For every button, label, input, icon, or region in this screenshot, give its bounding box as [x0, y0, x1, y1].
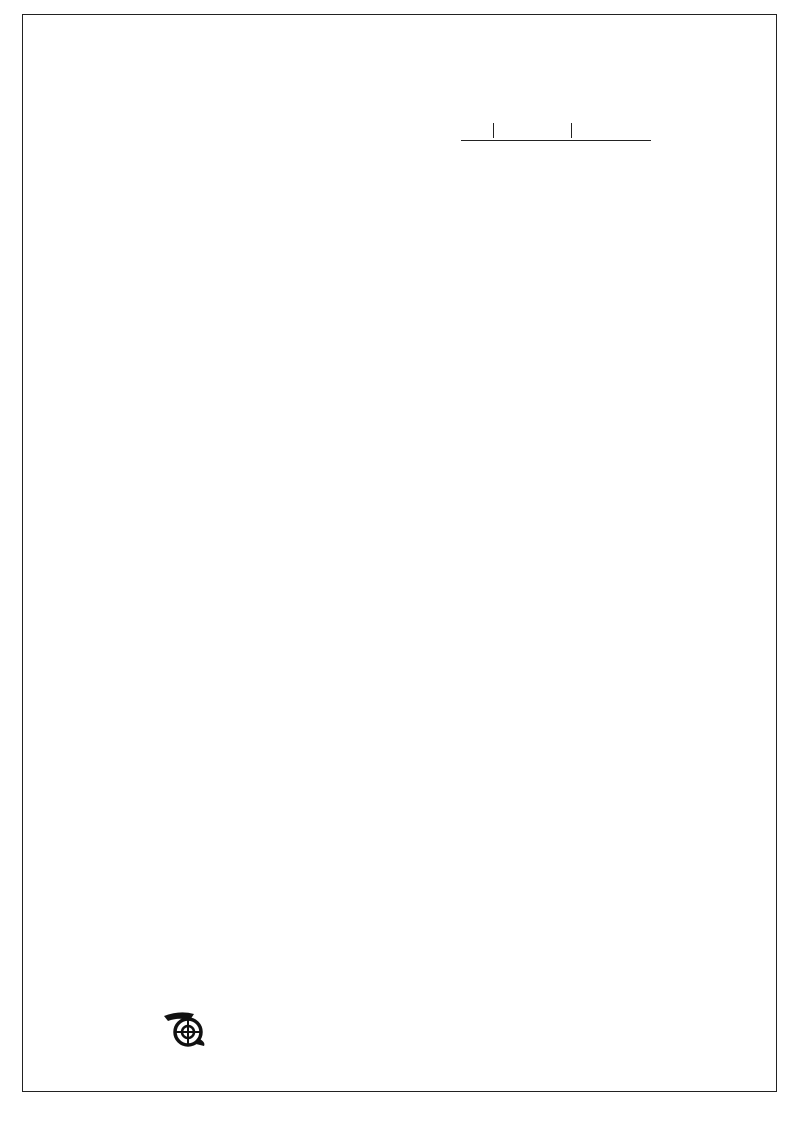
- footer-line-zh: [30, 1102, 48, 1115]
- dscc-logo-icon: [160, 1008, 208, 1048]
- coords-header-rule: [461, 140, 651, 141]
- document-border: [22, 14, 777, 1092]
